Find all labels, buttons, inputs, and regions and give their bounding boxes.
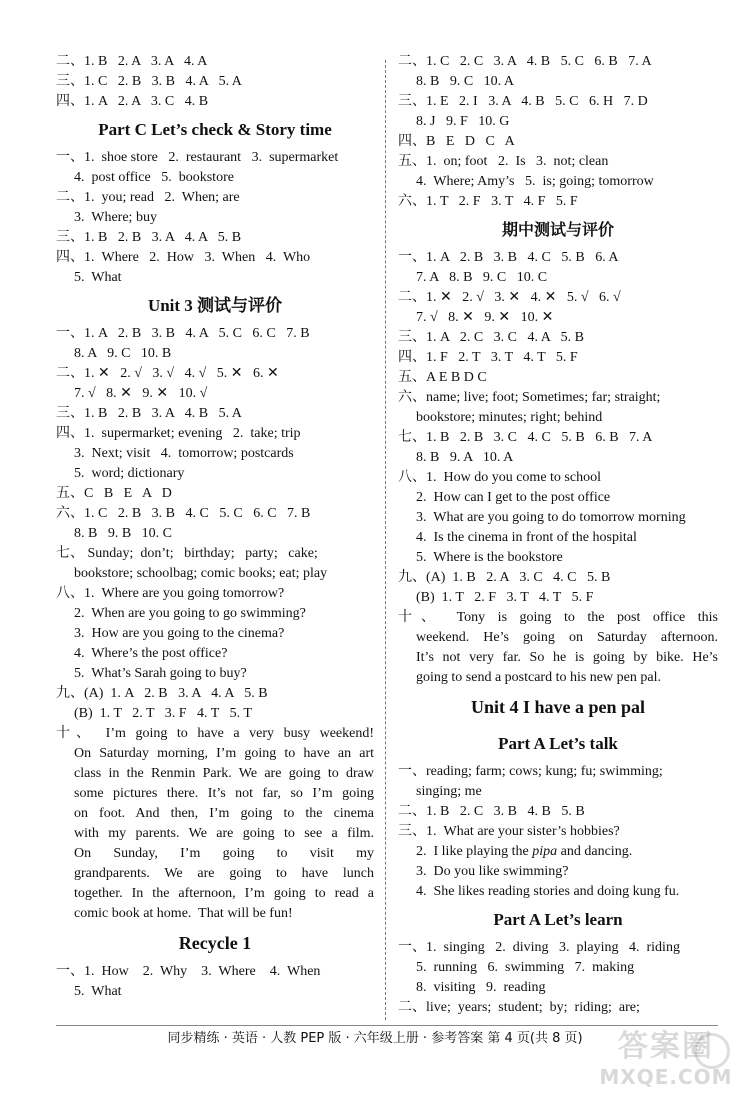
answer-continuation: It’s not very far. So he is going by bike. He’s	[416, 650, 718, 665]
answer-line: 十、 Tony is going to the post office this	[398, 610, 718, 625]
answer-continuation: 4. Is the cinema in front of the hospital	[416, 530, 637, 545]
answer-continuation: singing; me	[416, 784, 482, 799]
answer-continuation: 8. J 9. F 10. G	[416, 114, 510, 129]
answer-continuation: 8. B 9. C 10. A	[416, 74, 515, 89]
answer-line: 二、1. B 2. C 3. B 4. B 5. B	[398, 804, 585, 819]
section-heading: Part A Let’s learn	[493, 910, 623, 929]
left-column	[56, 52, 374, 1002]
answer-continuation: 7. A 8. B 9. C 10. C	[416, 270, 548, 285]
answer-continuation: bookstore; minutes; right; behind	[416, 410, 603, 425]
answer-continuation: 7. √ 8. ✕ 9. ✕ 10. ✕	[416, 310, 554, 325]
answer-continuation: 7. √ 8. ✕ 9. ✕ 10. √	[74, 386, 208, 401]
answer-line: 四、1. F 2. T 3. T 4. T 5. F	[398, 350, 578, 365]
answer-continuation: (B) 1. T 2. T 3. F 4. T 5. T	[74, 706, 252, 721]
answer-line: 一、1. A 2. B 3. B 4. C 5. B 6. A	[398, 250, 619, 265]
answer-continuation: On Saturday morning, I’m going to have an art	[74, 746, 374, 761]
answer-continuation: (B) 1. T 2. F 3. T 4. T 5. F	[416, 590, 594, 605]
right-column	[398, 52, 718, 1018]
answer-continuation: bookstore; schoolbag; comic books; eat; play	[74, 566, 328, 581]
answer-continuation: 4. She likes reading stories and doing kung fu.	[416, 884, 680, 899]
answer-continuation: weekend. He’s going on Saturday afternoon.	[416, 630, 718, 645]
answer-line: 二、1. ✕ 2. √ 3. √ 4. √ 5. ✕ 6. ✕	[56, 366, 279, 381]
answer-continuation: on foot. And then, I’m going to the cinema	[74, 806, 374, 821]
answer-continuation: grandparents. We are going to have lunch	[74, 866, 374, 881]
answer-continuation: 5. What’s Sarah going to buy?	[74, 666, 247, 681]
column-divider	[385, 60, 386, 1020]
answer-continuation: some pictures there. It’s not far, so I’m going	[74, 786, 374, 801]
answer-continuation: 4. post office 5. bookstore	[74, 170, 234, 185]
answer-continuation: 3. How are you going to the cinema?	[74, 626, 285, 641]
answer-line: 四、1. A 2. A 3. C 4. B	[56, 94, 209, 109]
answer-line: 三、1. B 2. B 3. A 4. A 5. B	[56, 230, 242, 245]
answer-line: 二、1. C 2. C 3. A 4. B 5. C 6. B 7. A	[398, 54, 652, 69]
answer-continuation: going to send a postcard to his new pen pal.	[416, 670, 661, 685]
answer-line: 二、live; years; student; by; riding; are;	[398, 1000, 640, 1015]
section-heading: Part C Let’s check & Story time	[98, 120, 332, 139]
answer-line: 一、1. shoe store 2. restaurant 3. supermarket	[56, 150, 339, 165]
answer-line: 一、1. singing 2. diving 3. playing 4. riding	[398, 940, 680, 955]
answer-continuation: 5. What	[74, 984, 122, 999]
answer-line: 五、A E B D C	[398, 370, 487, 385]
footer-rule	[56, 1025, 718, 1026]
answer-line: 三、1. What are your sister’s hobbies?	[398, 824, 620, 839]
answer-line: 三、1. A 2. C 3. C 4. A 5. B	[398, 330, 584, 345]
answer-line: 一、reading; farm; cows; kung; fu; swimming;	[398, 764, 663, 779]
answer-line: 六、1. C 2. B 3. B 4. C 5. C 6. C 7. B	[56, 506, 311, 521]
answer-line: 三、1. B 2. B 3. A 4. B 5. A	[56, 406, 242, 421]
section-heading: Part A Let’s talk	[498, 734, 618, 753]
answer-continuation: 5. Where is the bookstore	[416, 550, 563, 565]
answer-line: 二、1. B 2. A 3. A 4. A	[56, 54, 208, 69]
answer-line: 二、1. you; read 2. When; are	[56, 190, 240, 205]
answer-line: 五、C B E A D	[56, 486, 172, 501]
answer-continuation: On Sunday, I’m going to visit my	[74, 846, 374, 861]
answer-continuation: 3. Do you like swimming?	[416, 864, 569, 879]
answer-continuation: 4. Where’s the post office?	[74, 646, 228, 661]
answer-line: 三、1. E 2. I 3. A 4. B 5. C 6. H 7. D	[398, 94, 648, 109]
answer-line: 四、B E D C A	[398, 134, 515, 149]
answer-line: 七、1. B 2. B 3. C 4. C 5. B 6. B 7. A	[398, 430, 653, 445]
answer-continuation: 2. I like playing the pipa and dancing.	[416, 844, 633, 859]
answer-continuation: 8. B 9. B 10. C	[74, 526, 173, 541]
answer-line: 七、 Sunday; don’t; birthday; party; cake;	[56, 546, 318, 561]
answer-line: 九、(A) 1. B 2. A 3. C 4. C 5. B	[398, 570, 611, 585]
watermark-bottom: MXQE.COM	[599, 1065, 733, 1089]
answer-line: 十、 I’m going to have a very busy weekend!	[56, 726, 374, 741]
answer-continuation: together. In the afternoon, I’m going to read a	[74, 886, 374, 901]
answer-line: 一、1. A 2. B 3. B 4. A 5. C 6. C 7. B	[56, 326, 310, 341]
answer-line: 五、1. on; foot 2. Is 3. not; clean	[398, 154, 609, 169]
section-heading: Unit 3 测试与评价	[147, 296, 283, 315]
answer-continuation: 5. What	[74, 270, 122, 285]
answer-continuation: 3. What are you going to do tomorrow morning	[416, 510, 686, 525]
answer-line: 四、1. Where 2. How 3. When 4. Who	[56, 250, 311, 265]
section-heading: Recycle 1	[178, 933, 252, 953]
answer-line: 八、1. How do you come to school	[398, 470, 601, 485]
watermark-top: 答案圈	[618, 1029, 714, 1064]
answer-continuation: 8. A 9. C 10. B	[74, 346, 172, 361]
answer-continuation: class in the Renmin Park. We are going to draw	[74, 766, 374, 781]
answer-continuation: 8. B 9. A 10. A	[416, 450, 514, 465]
answer-line: 一、1. How 2. Why 3. Where 4. When	[56, 964, 321, 979]
answer-continuation: 8. visiting 9. reading	[416, 980, 546, 995]
answer-continuation: 2. When are you going to go swimming?	[74, 606, 306, 621]
answer-continuation: comic book at home. That will be fun!	[74, 906, 293, 921]
answer-continuation: 3. Where; buy	[74, 210, 157, 225]
section-heading: Unit 4 I have a pen pal	[470, 697, 646, 717]
section-heading: 期中测试与评价	[501, 220, 614, 239]
answer-continuation: 5. running 6. swimming 7. making	[416, 960, 635, 975]
answer-continuation: 3. Next; visit 4. tomorrow; postcards	[74, 446, 294, 461]
answer-line: 八、1. Where are you going tomorrow?	[56, 586, 285, 601]
answer-line: 九、(A) 1. A 2. B 3. A 4. A 5. B	[56, 686, 268, 701]
answer-line: 六、1. T 2. F 3. T 4. F 5. F	[398, 194, 578, 209]
answer-continuation: 5. word; dictionary	[74, 466, 185, 481]
answer-continuation: 4. Where; Amy’s 5. is; going; tomorrow	[416, 174, 654, 189]
page-footer: 同步精练 · 英语 · 人教 PEP 版 · 六年级上册 · 参考答案 第 4 页(共 8 页)	[167, 1031, 583, 1046]
answer-continuation: with my parents. We are going to see a film.	[74, 826, 374, 841]
answer-line: 六、name; live; foot; Sometimes; far; straight;	[398, 390, 661, 405]
answer-continuation: 2. How can I get to the post office	[416, 490, 611, 505]
answer-line: 二、1. ✕ 2. √ 3. ✕ 4. ✕ 5. √ 6. √	[398, 290, 621, 305]
answer-line: 三、1. C 2. B 3. B 4. A 5. A	[56, 74, 242, 89]
answer-line: 四、1. supermarket; evening 2. take; trip	[56, 426, 301, 441]
